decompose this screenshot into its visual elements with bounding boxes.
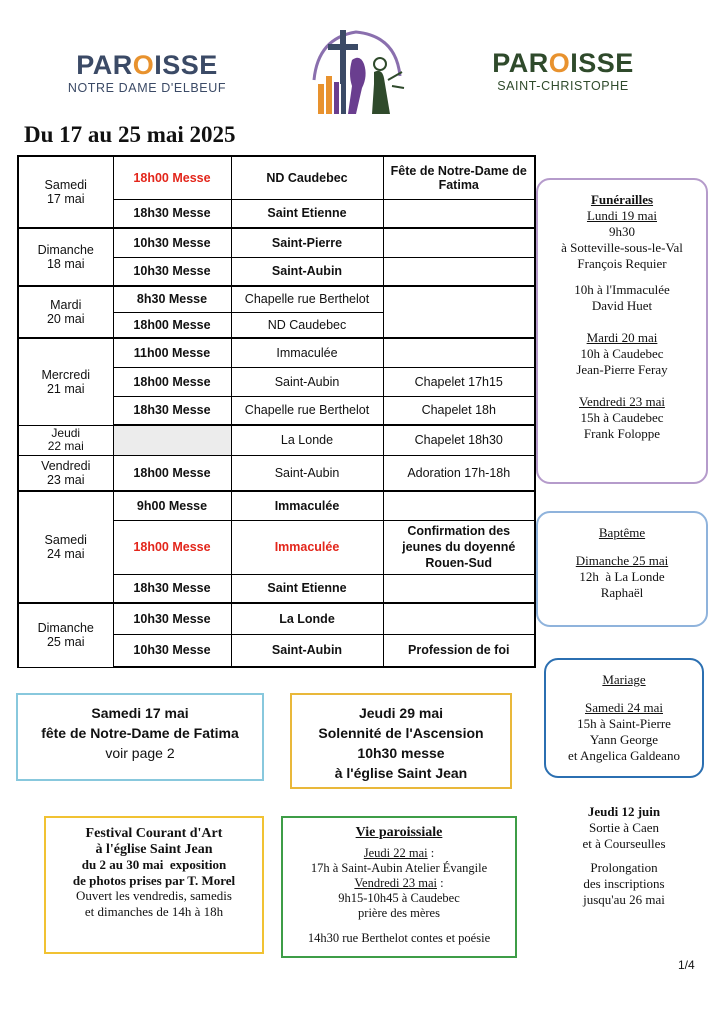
ascension-box — [290, 693, 512, 789]
place-cell: Saint-Aubin — [231, 634, 383, 667]
cross-church-figures-logo-icon — [296, 20, 416, 120]
bapteme-date: Dimanche 25 mai — [575, 553, 669, 568]
time-cell: 18h00 Messe — [113, 520, 231, 574]
mariage-name: Yann George — [589, 732, 659, 747]
mariage-name: et Angelica Galdeano — [568, 748, 680, 763]
fatima-title: fête de Notre-Dame de Fatima — [41, 725, 239, 741]
mariage-box — [544, 658, 704, 778]
note-cell — [383, 603, 535, 634]
note-cell: Confirmation des jeunes du doyenné Rouen-Sud — [383, 520, 535, 574]
time-cell: 9h00 Messe — [113, 491, 231, 520]
festival-dates: du 2 au 30 mai exposition — [81, 857, 227, 872]
vie-paroissiale-box — [281, 816, 517, 958]
mariage-title: Mariage — [602, 672, 646, 687]
sortie-title: Jeudi 12 juin — [587, 804, 661, 819]
time-cell: 10h30 Messe — [113, 603, 231, 634]
time-cell: 18h30 Messe — [113, 574, 231, 603]
funerailles-place: à Sotteville-sous-le-Val — [561, 240, 683, 255]
fatima-ref: voir page 2 — [105, 745, 175, 761]
bapteme-name: Raphaël — [600, 585, 644, 600]
time-cell: 18h00 Messe — [113, 455, 231, 491]
note-cell — [383, 574, 535, 603]
ascension-title: Solennité de l'Ascension — [318, 725, 484, 741]
logo-left-title: PAROISSE — [76, 50, 218, 80]
note-cell: Chapelet 18h30 — [383, 425, 535, 455]
festival-place: à l'église Saint Jean — [95, 841, 213, 857]
place-cell: Immaculée — [231, 338, 383, 367]
vie-line: 9h15-10h45 à Caudebec — [338, 891, 460, 905]
time-cell — [113, 425, 231, 455]
time-cell: 8h30 Messe — [113, 286, 231, 312]
place-cell: Saint-Pierre — [231, 228, 383, 257]
festival-hours: Ouvert les vendredis, samedis — [76, 888, 232, 903]
table-row — [18, 455, 535, 491]
funerailles-date: Mardi 20 mai — [586, 330, 658, 345]
festival-photos: de photos prises par T. Morel — [72, 872, 236, 888]
day-cell: Jeudi 22 mai — [18, 425, 113, 455]
table-row — [18, 286, 535, 312]
vie-date: Vendredi 23 mai : — [354, 876, 444, 890]
ascension-time: 10h30 messe — [357, 745, 445, 761]
funerailles-place: 10h à l'Immaculée — [574, 282, 670, 297]
festival-hours: et dimanches de 14h à 18h — [84, 903, 224, 919]
day-cell: Samedi 17 mai — [18, 156, 113, 228]
note-cell — [383, 491, 535, 520]
fatima-date: Samedi 17 mai — [91, 705, 189, 721]
funerailles-name: François Requier — [577, 256, 667, 271]
sortie-line: jusqu'au 26 mai — [583, 892, 665, 907]
time-cell: 10h30 Messe — [113, 257, 231, 286]
sortie-line: des inscriptions — [583, 876, 665, 891]
place-cell: Saint-Aubin — [231, 257, 383, 286]
funerailles-date: Lundi 19 mai — [586, 208, 658, 223]
place-cell: Chapelle rue Berthelot — [231, 396, 383, 425]
festival-title: Festival Courant d'Art — [85, 826, 223, 841]
place-cell: Saint-Aubin — [231, 367, 383, 396]
fatima-box — [16, 693, 264, 781]
day-cell: Mardi 20 mai — [18, 286, 113, 338]
table-row — [18, 156, 535, 199]
vie-line: 17h à Saint-Aubin Atelier Évangile — [310, 861, 488, 875]
logo-left-subtitle: NOTRE DAME D'ELBEUF — [67, 81, 227, 95]
time-cell: 18h00 Messe — [113, 312, 231, 338]
place-cell: La Londe — [231, 425, 383, 455]
note-cell: Chapelet 17h15 — [383, 367, 535, 396]
bapteme-box — [536, 511, 708, 627]
place-cell: Saint Etienne — [231, 574, 383, 603]
time-cell: 18h30 Messe — [113, 199, 231, 228]
funerailles-time: 9h30 — [609, 224, 635, 239]
sortie-line: Sortie à Caen — [588, 820, 660, 835]
time-cell: 10h30 Messe — [113, 228, 231, 257]
logo-right-subtitle: SAINT-CHRISTOPHE — [497, 79, 629, 93]
place-cell: La Londe — [231, 603, 383, 634]
funerailles-place: 10h à Caudebec — [580, 346, 664, 361]
note-cell: Profession de foi — [383, 634, 535, 667]
time-cell: 18h00 Messe — [113, 367, 231, 396]
logo-paroisse-saint-christophe — [478, 48, 648, 93]
sortie-line: Prolongation — [590, 860, 658, 875]
festival-box — [44, 816, 264, 954]
document-title: Du 17 au 25 mai 2025 — [24, 122, 236, 147]
vie-title: Vie paroissiale — [355, 825, 443, 840]
day-cell: Dimanche 18 mai — [18, 228, 113, 286]
funerailles-name: Frank Foloppe — [583, 426, 661, 441]
place-cell: Immaculée — [231, 520, 383, 574]
page-number: 1/4 — [678, 958, 695, 972]
note-cell — [383, 199, 535, 228]
mass-schedule-table — [17, 155, 536, 668]
table-row — [18, 338, 535, 367]
day-cell: Samedi 24 mai — [18, 491, 113, 603]
sortie-line: et à Courseulles — [582, 836, 666, 851]
funerailles-title: Funérailles — [590, 192, 654, 207]
mariage-date: Samedi 24 mai — [585, 700, 663, 715]
funerailles-place: 15h à Caudebec — [580, 410, 664, 425]
note-cell: Adoration 17h-18h — [383, 455, 535, 491]
vie-date: Jeudi 22 mai : — [363, 846, 435, 860]
vie-line: 14h30 rue Berthelot contes et poésie — [307, 931, 491, 945]
time-cell: 18h30 Messe — [113, 396, 231, 425]
ascension-place: à l'église Saint Jean — [334, 765, 468, 781]
sortie-caen-note — [544, 804, 704, 908]
place-cell: Chapelle rue Berthelot — [231, 286, 383, 312]
note-cell — [383, 257, 535, 286]
day-cell: Dimanche 25 mai — [18, 603, 113, 667]
place-cell: ND Caudebec — [231, 312, 383, 338]
table-row — [18, 603, 535, 634]
funerailles-box — [536, 178, 708, 484]
logo-right-title: PAROISSE — [492, 48, 634, 78]
funerailles-name: David Huet — [591, 298, 653, 313]
note-cell — [383, 286, 535, 338]
funerailles-date: Vendredi 23 mai — [579, 394, 665, 409]
note-cell: Chapelet 18h — [383, 396, 535, 425]
table-row — [18, 228, 535, 257]
ascension-date: Jeudi 29 mai — [358, 705, 444, 721]
mariage-place: 15h à Saint-Pierre — [577, 716, 671, 731]
table-row — [18, 425, 535, 455]
bapteme-place: 12h à La Londe — [579, 569, 665, 584]
time-cell: 18h00 Messe — [113, 156, 231, 199]
place-cell: ND Caudebec — [231, 156, 383, 199]
bapteme-title: Baptême — [598, 525, 646, 540]
time-cell: 11h00 Messe — [113, 338, 231, 367]
note-cell — [383, 338, 535, 367]
vie-line: prière des mères — [358, 906, 440, 920]
time-cell: 10h30 Messe — [113, 634, 231, 667]
note-cell: Fête de Notre-Dame de Fatima — [383, 156, 535, 199]
place-cell: Saint Etienne — [231, 199, 383, 228]
funerailles-name: Jean-Pierre Feray — [576, 362, 668, 377]
note-cell — [383, 228, 535, 257]
table-row — [18, 491, 535, 520]
day-cell: Vendredi 23 mai — [18, 455, 113, 491]
place-cell: Immaculée — [231, 491, 383, 520]
day-cell: Mercredi 21 mai — [18, 338, 113, 425]
place-cell: Saint-Aubin — [231, 455, 383, 491]
logo-paroisse-notre-dame-elbeuf — [62, 50, 232, 95]
